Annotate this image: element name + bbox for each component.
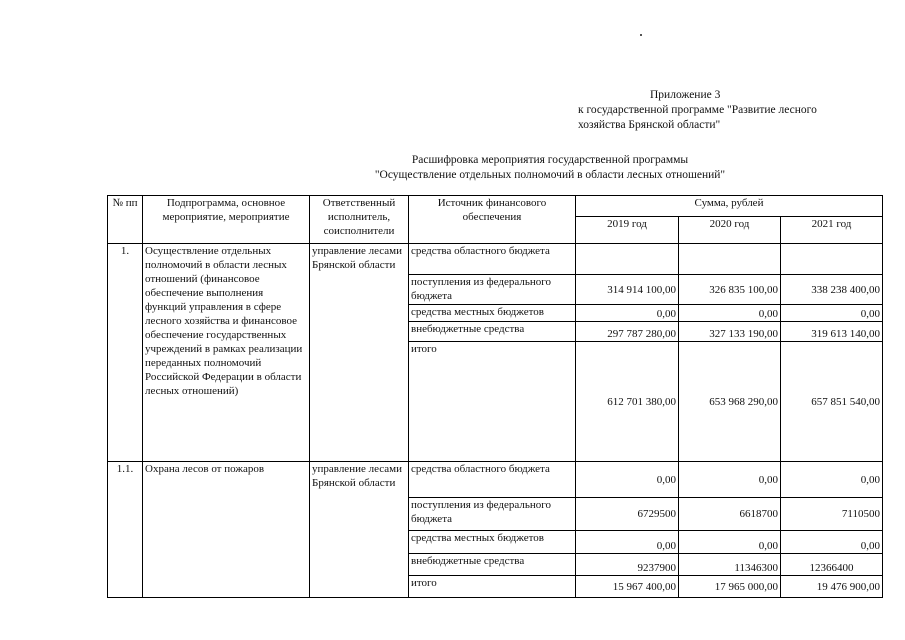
row-2-federal-2019: 6729500 <box>576 498 679 531</box>
header-year-2019: 2019 год <box>576 217 679 244</box>
row-1-total-2019: 612 701 380,00 <box>576 342 679 462</box>
scan-speck <box>640 34 642 36</box>
header-year-2021: 2021 год <box>781 217 883 244</box>
row-2-total-2020: 17 965 000,00 <box>679 576 781 598</box>
budget-table <box>107 195 883 598</box>
row-1-total-2021: 657 851 540,00 <box>781 342 883 462</box>
row-1-source-local: средства местных бюджетов <box>409 305 576 322</box>
header-responsible: Ответственный исполнитель, соисполнители <box>310 196 409 244</box>
row-1-source-offbudget: внебюджетные средства <box>409 322 576 342</box>
row-1-federal-2019: 314 914 100,00 <box>576 275 679 305</box>
header-program: Подпрограмма, основное мероприятие, мероприятие <box>143 196 310 244</box>
row-2-offbudget-2020: 11346300 <box>679 554 781 576</box>
row-1-local-2019: 0,00 <box>576 305 679 322</box>
appendix-line-3: хозяйства Брянской области" <box>578 119 721 131</box>
row-1-source-regional: средства областного бюджета <box>409 244 576 275</box>
row-1-total-2020: 653 968 290,00 <box>679 342 781 462</box>
appendix-note <box>578 88 817 133</box>
row-1-federal-2021: 338 238 400,00 <box>781 275 883 305</box>
document-title <box>300 153 800 183</box>
row-2-responsible: управление лесами Брянской области <box>310 462 409 598</box>
row-2-offbudget-2019: 9237900 <box>576 554 679 576</box>
row-1-regional-2019 <box>576 244 679 275</box>
row-2-local-2021: 0,00 <box>781 531 883 554</box>
row-2-source-regional: средства областного бюджета <box>409 462 576 498</box>
row-2-offbudget-2021: 12366400 <box>781 554 883 576</box>
row-2-local-2019: 0,00 <box>576 531 679 554</box>
row-2-total-2021: 19 476 900,00 <box>781 576 883 598</box>
header-sum: Сумма, рублей <box>576 196 883 217</box>
header-num: № пп <box>108 196 143 244</box>
row-2-local-2020: 0,00 <box>679 531 781 554</box>
row-1-name: Осуществление отдельных полномочий в области лесных отношений (финансовое обеспечение выполнения функций управления в сфере лесного хозяйства и финансовое обеспечение государственных учреждений в рамках реализации переданных полномочий Российской Федерации в области лесных отношений) <box>143 244 310 462</box>
row-2-regional-2019: 0,00 <box>576 462 679 498</box>
row-2-regional-2020: 0,00 <box>679 462 781 498</box>
row-2-source-total: итого <box>409 576 576 598</box>
row-2-source-federal: поступления из федерального бюджета <box>409 498 576 531</box>
row-2-regional-2021: 0,00 <box>781 462 883 498</box>
row-2-name: Охрана лесов от пожаров <box>143 462 310 598</box>
row-1-offbudget-2021: 319 613 140,00 <box>781 322 883 342</box>
row-1-responsible: управление лесами Брянской области <box>310 244 409 462</box>
header-source: Источник финансового обеспечения <box>409 196 576 244</box>
row-1-source-federal: поступления из федерального бюджета <box>409 275 576 305</box>
row-1-regional-2020 <box>679 244 781 275</box>
row-2-source-local: средства местных бюджетов <box>409 531 576 554</box>
row-1-offbudget-2020: 327 133 190,00 <box>679 322 781 342</box>
row-1-num: 1. <box>108 244 143 462</box>
row-1-regional-2021 <box>781 244 883 275</box>
row-1-local-2021: 0,00 <box>781 305 883 322</box>
appendix-line-1: Приложение 3 <box>650 89 721 101</box>
title-line-2: "Осуществление отдельных полномочий в области лесных отношений" <box>374 169 726 181</box>
header-year-2020: 2020 год <box>679 217 781 244</box>
row-2-total-2019: 15 967 400,00 <box>576 576 679 598</box>
appendix-line-2: к государственной программе "Развитие лесного <box>578 104 817 116</box>
row-2-num: 1.1. <box>108 462 143 598</box>
row-2-federal-2021: 7110500 <box>781 498 883 531</box>
row-1-offbudget-2019: 297 787 280,00 <box>576 322 679 342</box>
row-2-federal-2020: 6618700 <box>679 498 781 531</box>
row-1-local-2020: 0,00 <box>679 305 781 322</box>
title-line-1: Расшифровка мероприятия государственной программы <box>411 154 689 166</box>
row-1-federal-2020: 326 835 100,00 <box>679 275 781 305</box>
row-1-source-total: итого <box>409 342 576 462</box>
row-2-source-offbudget: внебюджетные средства <box>409 554 576 576</box>
